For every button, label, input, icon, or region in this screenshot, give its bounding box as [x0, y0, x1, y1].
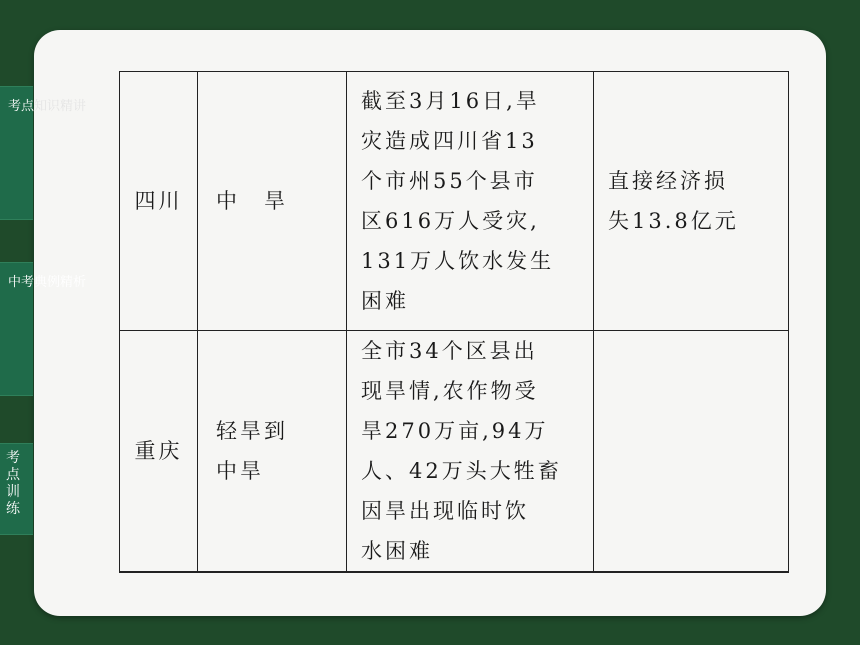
tab-practice[interactable]	[0, 443, 33, 535]
tab-examples[interactable]	[0, 262, 87, 396]
loss-cell: 直接经济损 失13.8亿元	[594, 72, 789, 331]
table-row	[120, 72, 789, 331]
tab-practice-label: 考点训练	[6, 450, 20, 517]
detail-cell: 全市34个区县出 现旱情,农作物受 旱270万亩,94万 人、42万头大牲畜 因旱出现临时饮 水困难	[347, 331, 594, 573]
degree-cell: 中 旱	[198, 72, 347, 331]
tab-knowledge-label: 考点知识精讲	[8, 99, 87, 114]
drought-table	[119, 71, 789, 573]
table-row	[120, 331, 789, 573]
tab-knowledge[interactable]	[0, 86, 87, 220]
degree-cell: 轻旱到 中旱	[198, 331, 347, 573]
detail-cell: 截至3月16日,旱 灾造成四川省13 个市州55个县市 区616万人受灾, 131万人饮水发生 困难	[347, 72, 594, 331]
region-cell: 重庆	[120, 331, 198, 573]
region-cell: 四川	[120, 72, 198, 331]
loss-cell	[594, 331, 789, 573]
tab-examples-label: 中考典例精析	[8, 275, 87, 290]
